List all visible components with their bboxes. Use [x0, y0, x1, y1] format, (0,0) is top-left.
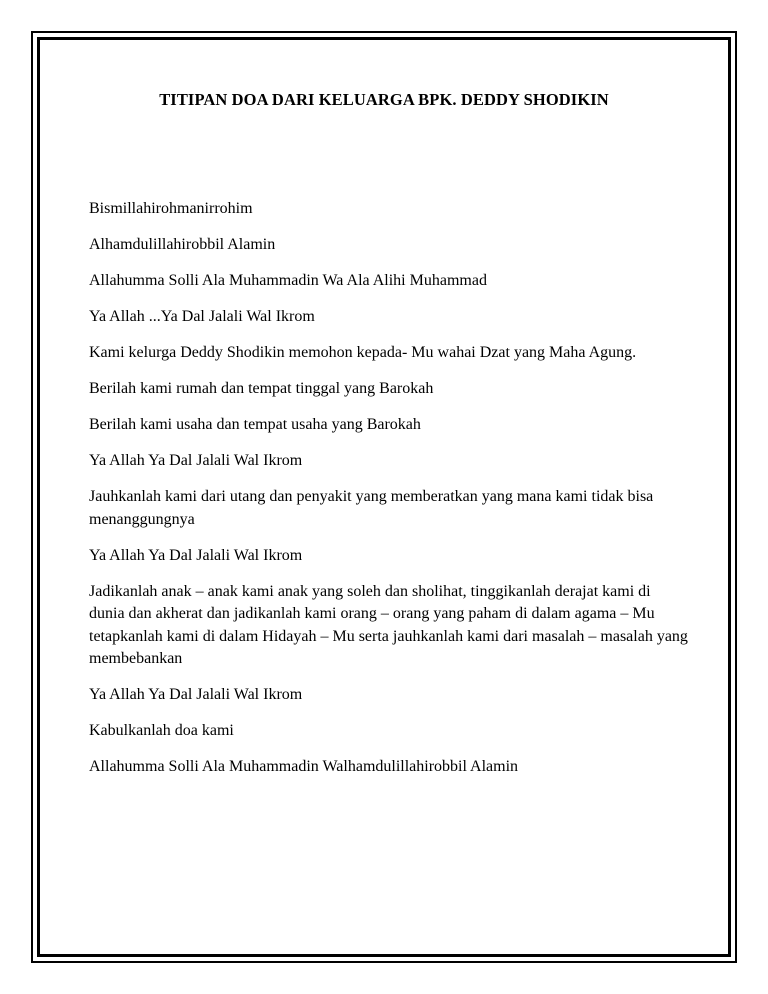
paragraph-request-children: Jadikanlah anak – anak kami anak yang soleh dan sholihat, tinggikanlah derajat kami di dunia dan akherat dan jadikanlah kami orang – orang yang paham di dalam agama – Mu tetapkanlah kami di dalam Hidayah – Mu serta jauhkanlah kami dari masalah – masalah yang membebankan [89, 582, 688, 667]
paragraph-invocation: Ya Allah Ya Dal Jalali Wal Ikrom [89, 686, 303, 703]
paragraph-salawat: Allahumma Solli Ala Muhammadin Wa Ala Alihi Muhammad [89, 272, 487, 289]
paragraph-supplication: Kami kelurga Deddy Shodikin memohon kepada- Mu wahai Dzat yang Maha Agung. [89, 344, 637, 361]
paragraph-request-debt: Jauhkanlah kami dari utang dan penyakit yang memberatkan yang mana kami tidak bisa menanggungnya [89, 488, 654, 528]
paragraph-hamdalah: Alhamdulillahirobbil Alamin [89, 236, 276, 253]
paragraph-invocation: Ya Allah Ya Dal Jalali Wal Ikrom [89, 452, 303, 469]
paragraph-request-business: Berilah kami usaha dan tempat usaha yang Barokah [89, 416, 421, 433]
document-title: TITIPAN DOA DARI KELUARGA BPK. DEDDY SHODIKIN [159, 90, 609, 109]
paragraph-acceptance: Kabulkanlah doa kami [89, 722, 234, 739]
document-body [89, 198, 689, 792]
paragraph-request-home: Berilah kami rumah dan tempat tinggal yang Barokah [89, 380, 434, 397]
paragraph-invocation: Ya Allah ...Ya Dal Jalali Wal Ikrom [89, 308, 315, 325]
paragraph-basmalah: Bismillahirohmanirrohim [89, 200, 253, 217]
paragraph-closing: Allahumma Solli Ala Muhammadin Walhamdulillahirobbil Alamin [89, 758, 519, 775]
paragraph-invocation: Ya Allah Ya Dal Jalali Wal Ikrom [89, 546, 303, 564]
